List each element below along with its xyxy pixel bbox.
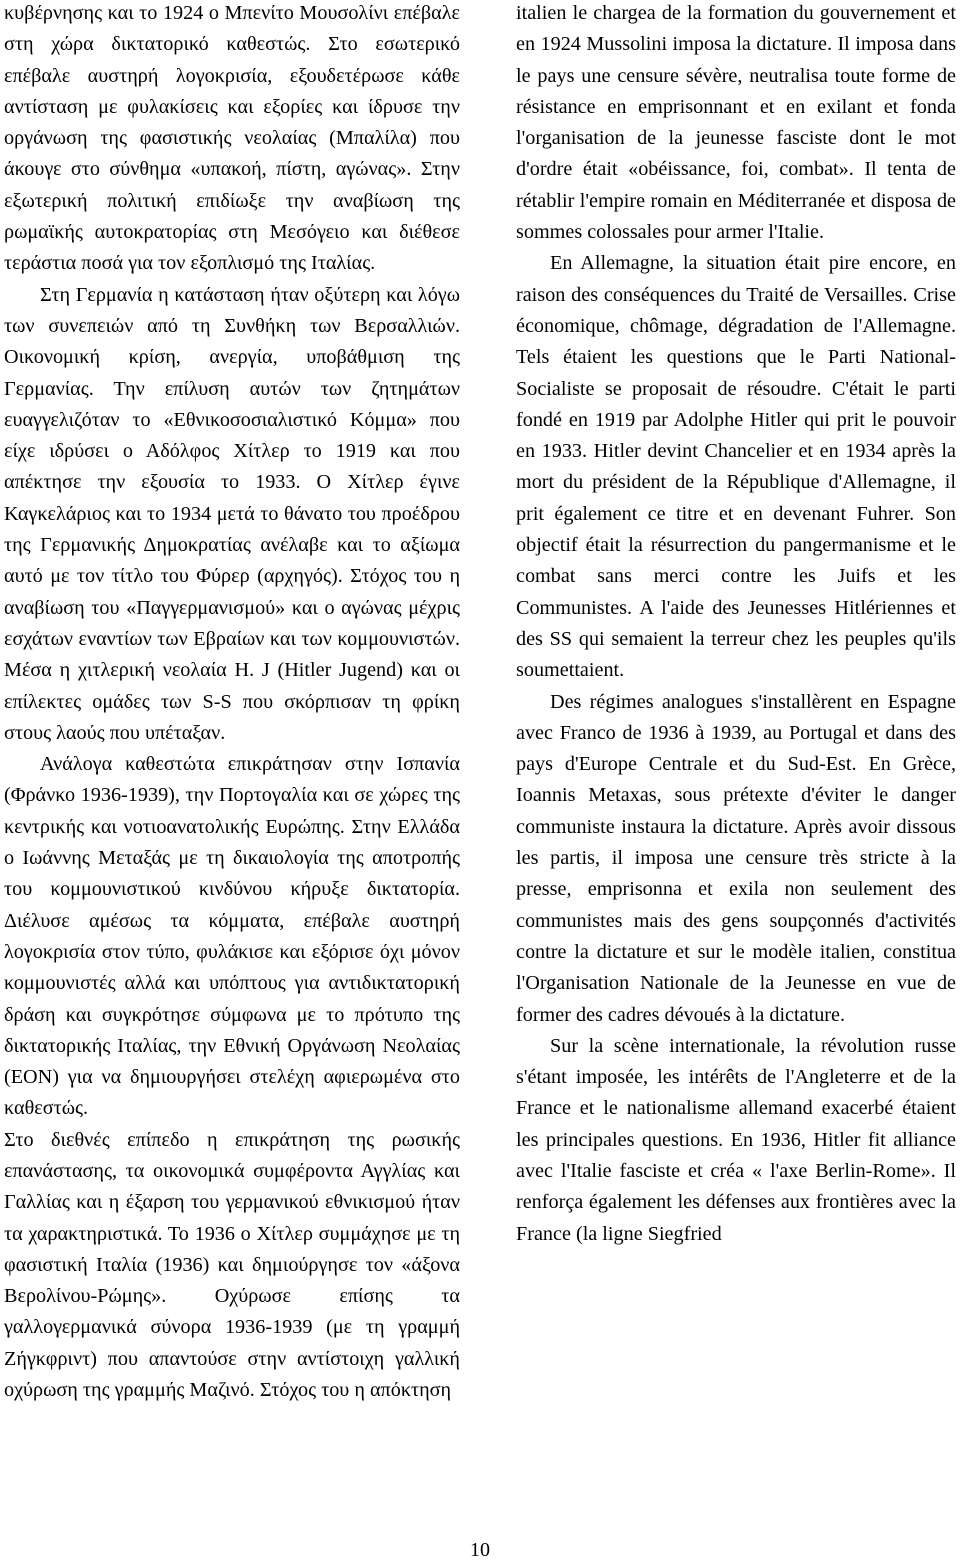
french-paragraph-2: En Allemagne, la situation était pire encore, en raison des conséquences du Traité de Versailles. Crise économique, chômage, dégradation de l'Allemagne. Tels étaient les questions que le Parti National-Socialiste se proposait de résoudre. C'était le parti fondé en 1919 par Adolphe Hitler qui prit le pouvoir en 1933. Hitler devint Chancelier et en 1934 après la mort du président de la République d'Allemagne, il prit également ce titre et en devenant Fuhrer. Son objectif était la résurrection du pangermanisme et le combat sans merci contre les Juifs et les Communistes. A l'aide des Jeunesses Hitlériennes et des SS qui semaient la terreur chez les peuples qu'ils soumettaient.	[516, 252, 956, 682]
page-number: 10	[470, 1539, 490, 1561]
french-paragraph-3: Des régimes analogues s'installèrent en Espagne avec Franco de 1936 à 1939, au Portugal et dans des pays d'Europe Centrale et du Sud-Est. En Grèce, Ioannis Metaxas, sous prétexte d'éviter le danger communiste instaura la dictature. Après avoir dissous les partis, il imposa une censure très stricte à la presse, emprisonna et exila non seulement des communistes mais des gens soupçonnés d'activités contre la dictature et sur le modèle italien, constitua l'Organisation Nationale de la Jeunesse en vue de former des cadres dévoués à la dictature.	[516, 690, 956, 1026]
greek-paragraph-2: Στη Γερμανία η κατάσταση ήταν οξύτερη και λόγω των συνεπειών από τη Συνθήκη των Βερσαλλιών. Οικονομική κρίση, ανεργία, υποβάθμιση της Γερμανίας. Την επίλυση αυτών των ζητημάτων ευαγγελιζόταν το «Εθνικοσοσιαλιστικό Κόμμα» που είχε ιδρύσει ο Αδόλφος Χίτλερ το 1919 και που απέκτησε την εξουσία το 1933. Ο Χίτλερ έγινε Καγκελάριος και το 1934 μετά το θάνατο του προέδρου της Γερμανικής Δημοκρατίας ανέλαβε και το αξίωμα αυτό με τον τίτλο του Φύρερ (αρχηγός). Στόχος του η αναβίωση του «Παγγερμανισμού» και ο αγώνας μέχρις εσχάτων εναντίων των Εβραίων και των κομμουνιστών. Μέσα η χιτλερική νεολαία Η. J (Hitler Jugend) και οι επίλεκτες ομάδες των S-S που σκόρπισαν τη φρίκη στους λαούς που υπέταξαν.	[4, 283, 460, 744]
greek-paragraph-1: κυβέρνησης και το 1924 ο Μπενίτο Μουσολίνι επέβαλε στη χώρα δικτατορικό καθεστώς. Στο εσωτερικό επέβαλε αυστηρή λογοκρισία, εξουδετέρωσε κάθε αντίσταση με φυλακίσεις και εξορίες και ίδρυσε την οργάνωση της φασιστικής νεολαίας (Μπαλίλα) που άκουγε στο σύνθημα «υπακοή, πίστη, αγώνας». Στην εξωτερική πολιτική επιδίωξε την αναβίωση της ρωμαϊκής αυτοκρατορίας στη Μεσόγειο και διέθεσε τεράστια ποσά για τον εξοπλισμό της Ιταλίας.	[4, 2, 460, 275]
french-paragraph-1: italien le chargea de la formation du gouvernement et en 1924 Mussolini imposa la dictature. Il imposa dans le pays une censure sévère, neutralisa toute forme de résistance en emprisonnant et en exilant et fonda l'organisation de la jeunesse fasciste dont le mot d'ordre était «obéissance, foi, combat». Il tenta de rétablir l'empire romain en Méditerranée et disposa de sommes colossales pour armer l'Italie.	[516, 2, 956, 244]
french-paragraph-4: Sur la scène internationale, la révolution russe s'étant imposée, les intérêts de l'Angleterre et de la France et le nationalisme allemand exacerbé étaient les principales questions. En 1936, Hitler fit alliance avec l'Italie fasciste et créa « l'axe Berlin-Rome». Il renforça également les défenses aux frontières avec la France (la ligne Siegfried	[516, 1034, 956, 1245]
greek-paragraph-4: Στο διεθνές επίπεδο η επικράτηση της ρωσικής επανάστασης, τα οικονομικά συμφέροντα Αγγλίας και Γαλλίας και η έξαρση του γερμανικού εθνικισμού ήταν τα χαρακτηριστικά. Το 1936 ο Χίτλερ συμμάχησε με τη φασιστική Ιταλία (1936) και δημιούργησε τον «άξονα Βερολίνου-Ρώμης». Οχύρωσε επίσης τα γαλλογερμανικά σύνορα 1936-1939 (με τη γραμμή Ζήγκφριντ) που απαντούσε στην αντίστοιχη γαλλική οχύρωση της γραμμής Μαζινό. Στόχος του η απόκτηση	[4, 1128, 460, 1402]
french-text-column	[516, 0, 956, 1250]
greek-paragraph-3: Ανάλογα καθεστώτα επικράτησαν στην Ισπανία (Φράνκο 1936-1939), την Πορτογαλία και σε χώρες της κεντρικής και νοτιοανατολικής Ευρώπης. Στην Ελλάδα ο Ιωάννης Μεταξάς με τη δικαιολογία της αποτροπής του κομμουνιστικού κινδύνου κήρυξε δικτατορία. Διέλυσε αμέσως τα κόμματα, επέβαλε αυστηρή λογοκρισία στον τύπο, φυλάκισε και εξόρισε όχι μόνον κομμουνιστές αλλά και υπόπτους για αντιδικτατορική δράση και συγκρότησε σύμφωνα με το πρότυπο της δικτατορικής Ιταλίας, την Εθνική Οργάνωση Νεολαίας (ΕΟΝ) για να δημιουργήσει στελέχη αφιερωμένα στο καθεστώς.	[4, 753, 460, 1120]
greek-text-column	[4, 0, 460, 1406]
